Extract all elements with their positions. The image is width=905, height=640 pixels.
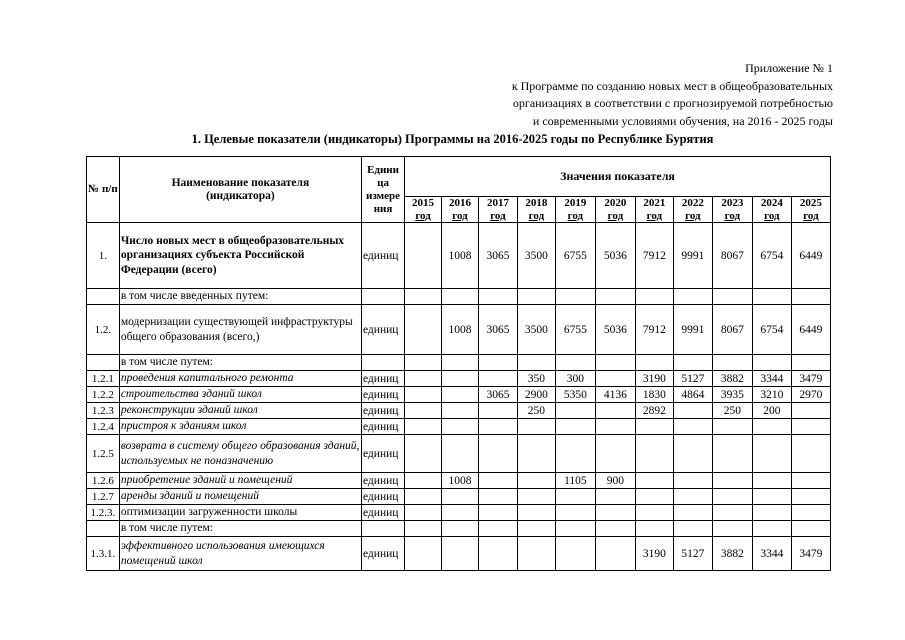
row-value <box>752 505 791 521</box>
header-unit: Едини ца измере ния <box>361 157 404 223</box>
row-value: 6754 <box>752 305 791 355</box>
row-value <box>478 289 517 305</box>
table-row <box>87 489 831 505</box>
row-value <box>635 521 673 537</box>
row-value <box>791 289 830 305</box>
table-row <box>87 371 831 387</box>
row-indicator-name: в том числе путем: <box>119 355 361 371</box>
row-unit <box>361 521 404 537</box>
row-indicator-name: в том числе введенных путем: <box>119 289 361 305</box>
row-value <box>478 403 517 419</box>
row-value <box>405 505 442 521</box>
row-value: 300 <box>555 371 595 387</box>
row-value: 5036 <box>595 305 635 355</box>
row-value <box>442 505 479 521</box>
row-unit: единиц <box>361 473 404 489</box>
header-year: 2020 год <box>595 197 635 223</box>
row-value <box>555 505 595 521</box>
row-indicator-name: возврата в систему общего образования зданий, используемых не поназначению <box>119 435 361 473</box>
row-value <box>712 521 752 537</box>
row-value: 2892 <box>635 403 673 419</box>
row-value: 350 <box>517 371 555 387</box>
row-indicator-name: строительства зданий школ <box>119 387 361 403</box>
row-value <box>517 537 555 571</box>
row-code: 1.2.2 <box>87 387 120 403</box>
row-value: 3344 <box>752 371 791 387</box>
row-value <box>442 537 479 571</box>
row-value <box>517 435 555 473</box>
row-value: 1105 <box>555 473 595 489</box>
row-value <box>555 521 595 537</box>
row-value <box>791 489 830 505</box>
header-num: № п/п <box>87 157 120 223</box>
row-value <box>635 489 673 505</box>
row-value: 2900 <box>517 387 555 403</box>
row-value <box>752 489 791 505</box>
row-indicator-name: пристроя к зданиям школ <box>119 419 361 435</box>
row-indicator-name: эффективного использования имеющихся помещений школ <box>119 537 361 571</box>
row-code <box>87 289 120 305</box>
row-indicator-name: модернизации существующей инфраструктуры общего образования (всего,) <box>119 305 361 355</box>
table-row <box>87 403 831 419</box>
row-unit: единиц <box>361 387 404 403</box>
row-value <box>442 489 479 505</box>
row-value <box>442 355 479 371</box>
row-value: 5127 <box>673 537 712 571</box>
row-value <box>712 505 752 521</box>
row-code: 1.2. <box>87 305 120 355</box>
annex-line: организациях в соответствии с прогнозируемой потребностью <box>512 96 833 110</box>
header-year: 2023 год <box>712 197 752 223</box>
row-value <box>517 521 555 537</box>
row-value <box>555 289 595 305</box>
row-value: 3065 <box>478 223 517 289</box>
header-year: 2016 год <box>442 197 479 223</box>
table-row <box>87 435 831 473</box>
table-row <box>87 355 831 371</box>
row-value <box>478 537 517 571</box>
row-code: 1.3.1. <box>87 537 120 571</box>
table-row <box>87 305 831 355</box>
header-year: 2015 год <box>405 197 442 223</box>
row-value: 3065 <box>478 387 517 403</box>
row-value <box>752 419 791 435</box>
row-indicator-name: приобретение зданий и помещений <box>119 473 361 489</box>
row-value: 200 <box>752 403 791 419</box>
row-value <box>442 289 479 305</box>
row-value <box>405 403 442 419</box>
row-value <box>595 489 635 505</box>
row-value: 3882 <box>712 371 752 387</box>
row-value <box>635 289 673 305</box>
row-value <box>752 521 791 537</box>
row-value <box>405 289 442 305</box>
row-value <box>712 289 752 305</box>
row-value <box>405 419 442 435</box>
row-value <box>555 419 595 435</box>
row-value <box>405 473 442 489</box>
row-code: 1.2.3 <box>87 403 120 419</box>
row-value <box>442 435 479 473</box>
row-value <box>405 387 442 403</box>
row-value: 6754 <box>752 223 791 289</box>
annex-line: к Программе по созданию новых мест в общеобразовательных <box>511 78 833 93</box>
row-value <box>673 489 712 505</box>
row-value <box>712 473 752 489</box>
row-code <box>87 355 120 371</box>
header-year: 2017 год <box>478 197 517 223</box>
row-value: 3210 <box>752 387 791 403</box>
row-value <box>595 419 635 435</box>
row-value <box>405 521 442 537</box>
header-year: 2018 год <box>517 197 555 223</box>
row-value: 9991 <box>673 305 712 355</box>
row-value <box>517 355 555 371</box>
row-value <box>791 403 830 419</box>
row-value: 3500 <box>517 223 555 289</box>
row-value: 250 <box>712 403 752 419</box>
annex-header <box>413 60 833 130</box>
row-value <box>595 505 635 521</box>
table-row <box>87 505 831 521</box>
row-value: 1008 <box>442 473 479 489</box>
row-value <box>752 289 791 305</box>
row-value <box>673 355 712 371</box>
row-value <box>635 419 673 435</box>
row-value <box>673 419 712 435</box>
row-unit: единиц <box>361 419 404 435</box>
row-unit <box>361 355 404 371</box>
row-value <box>595 371 635 387</box>
row-value <box>478 419 517 435</box>
row-value <box>517 419 555 435</box>
header-year: 2025 год <box>791 197 830 223</box>
row-value <box>712 355 752 371</box>
indicators-table <box>86 156 831 571</box>
row-value <box>517 473 555 489</box>
row-value <box>673 289 712 305</box>
row-value <box>673 505 712 521</box>
header-year: 2019 год <box>555 197 595 223</box>
row-code: 1.2.5 <box>87 435 120 473</box>
row-value <box>712 419 752 435</box>
row-value <box>712 489 752 505</box>
row-value: 1830 <box>635 387 673 403</box>
row-code: 1.2.4 <box>87 419 120 435</box>
row-indicator-name: аренды зданий и помещений <box>119 489 361 505</box>
row-value: 6755 <box>555 305 595 355</box>
row-value <box>405 223 442 289</box>
row-value: 8067 <box>712 223 752 289</box>
row-value <box>752 435 791 473</box>
row-value <box>405 537 442 571</box>
row-value <box>405 435 442 473</box>
row-value: 3190 <box>635 537 673 571</box>
row-value: 6449 <box>791 305 830 355</box>
row-indicator-name: оптимизации загруженности школы <box>119 505 361 521</box>
row-code: 1. <box>87 223 120 289</box>
table-row <box>87 289 831 305</box>
row-value <box>595 521 635 537</box>
header-name: Наименование показателя (индикатора) <box>119 157 361 223</box>
header-values: Значения показателя <box>405 157 831 197</box>
row-value <box>555 355 595 371</box>
header-year: 2021 год <box>635 197 673 223</box>
row-value <box>752 355 791 371</box>
row-value <box>791 521 830 537</box>
row-value: 6449 <box>791 223 830 289</box>
row-value: 3190 <box>635 371 673 387</box>
row-value <box>595 355 635 371</box>
table-row <box>87 473 831 489</box>
row-indicator-name: в том числе путем: <box>119 521 361 537</box>
row-unit: единиц <box>361 371 404 387</box>
row-value <box>442 521 479 537</box>
row-value <box>791 435 830 473</box>
row-value <box>442 419 479 435</box>
row-value: 7912 <box>635 305 673 355</box>
row-value <box>635 435 673 473</box>
row-value <box>478 371 517 387</box>
row-value <box>673 435 712 473</box>
row-value <box>673 473 712 489</box>
table-row <box>87 537 831 571</box>
row-value <box>791 473 830 489</box>
row-value <box>635 505 673 521</box>
row-value <box>478 505 517 521</box>
row-value: 2970 <box>791 387 830 403</box>
row-indicator-name: реконструкции зданий школ <box>119 403 361 419</box>
row-value <box>517 489 555 505</box>
row-value <box>712 435 752 473</box>
table-row <box>87 387 831 403</box>
row-value <box>673 403 712 419</box>
row-value: 9991 <box>673 223 712 289</box>
row-value <box>791 355 830 371</box>
row-value <box>517 505 555 521</box>
row-value <box>555 489 595 505</box>
row-value <box>555 435 595 473</box>
row-value <box>595 289 635 305</box>
table-row <box>87 521 831 537</box>
row-value <box>478 473 517 489</box>
row-value <box>635 355 673 371</box>
row-unit: единиц <box>361 435 404 473</box>
row-value: 3882 <box>712 537 752 571</box>
row-value: 4136 <box>595 387 635 403</box>
row-code: 1.2.6 <box>87 473 120 489</box>
row-value <box>517 289 555 305</box>
row-value <box>555 537 595 571</box>
row-unit: единиц <box>361 505 404 521</box>
row-code: 1.2.3. <box>87 505 120 521</box>
row-value <box>442 371 479 387</box>
row-value <box>405 371 442 387</box>
row-indicator-name: Число новых мест в общеобразовательных организациях субъекта Российской Федерации (всего) <box>119 223 361 289</box>
row-value: 5350 <box>555 387 595 403</box>
row-value <box>791 419 830 435</box>
row-value <box>442 387 479 403</box>
header-year: 2022 год <box>673 197 712 223</box>
row-value <box>405 489 442 505</box>
row-value <box>478 521 517 537</box>
row-value <box>405 355 442 371</box>
annex-line: и современными условиями обучения, на 2016 - 2025 годы <box>532 113 833 128</box>
row-code <box>87 521 120 537</box>
annex-line: Приложение № 1 <box>745 61 833 75</box>
document-title: 1. Целевые показатели (индикаторы) Программы на 2016-2025 годы по Республике Бурятия <box>191 132 714 146</box>
row-value: 8067 <box>712 305 752 355</box>
row-indicator-name: проведения капитального ремонта <box>119 371 361 387</box>
row-unit: единиц <box>361 489 404 505</box>
row-value: 4864 <box>673 387 712 403</box>
row-unit: единиц <box>361 223 404 289</box>
row-value <box>478 435 517 473</box>
header-year: 2024 год <box>752 197 791 223</box>
row-value <box>752 473 791 489</box>
row-value: 7912 <box>635 223 673 289</box>
row-value <box>478 355 517 371</box>
row-value <box>791 505 830 521</box>
row-value <box>635 473 673 489</box>
row-value <box>555 403 595 419</box>
row-value: 250 <box>517 403 555 419</box>
row-code: 1.2.1 <box>87 371 120 387</box>
row-value: 3935 <box>712 387 752 403</box>
table-row <box>87 419 831 435</box>
row-value: 3344 <box>752 537 791 571</box>
row-value: 1008 <box>442 223 479 289</box>
row-value <box>442 403 479 419</box>
row-value: 5036 <box>595 223 635 289</box>
row-value: 3500 <box>517 305 555 355</box>
row-value <box>673 521 712 537</box>
row-unit: единиц <box>361 537 404 571</box>
row-code: 1.2.7 <box>87 489 120 505</box>
row-value <box>595 435 635 473</box>
row-value <box>595 403 635 419</box>
row-value: 900 <box>595 473 635 489</box>
row-value: 5127 <box>673 371 712 387</box>
row-value <box>405 305 442 355</box>
row-value: 3479 <box>791 371 830 387</box>
row-unit: единиц <box>361 305 404 355</box>
row-unit: единиц <box>361 403 404 419</box>
row-value <box>595 537 635 571</box>
row-value <box>478 489 517 505</box>
row-value: 3065 <box>478 305 517 355</box>
table-row <box>87 223 831 289</box>
row-value: 3479 <box>791 537 830 571</box>
row-value: 1008 <box>442 305 479 355</box>
row-unit <box>361 289 404 305</box>
row-value: 6755 <box>555 223 595 289</box>
